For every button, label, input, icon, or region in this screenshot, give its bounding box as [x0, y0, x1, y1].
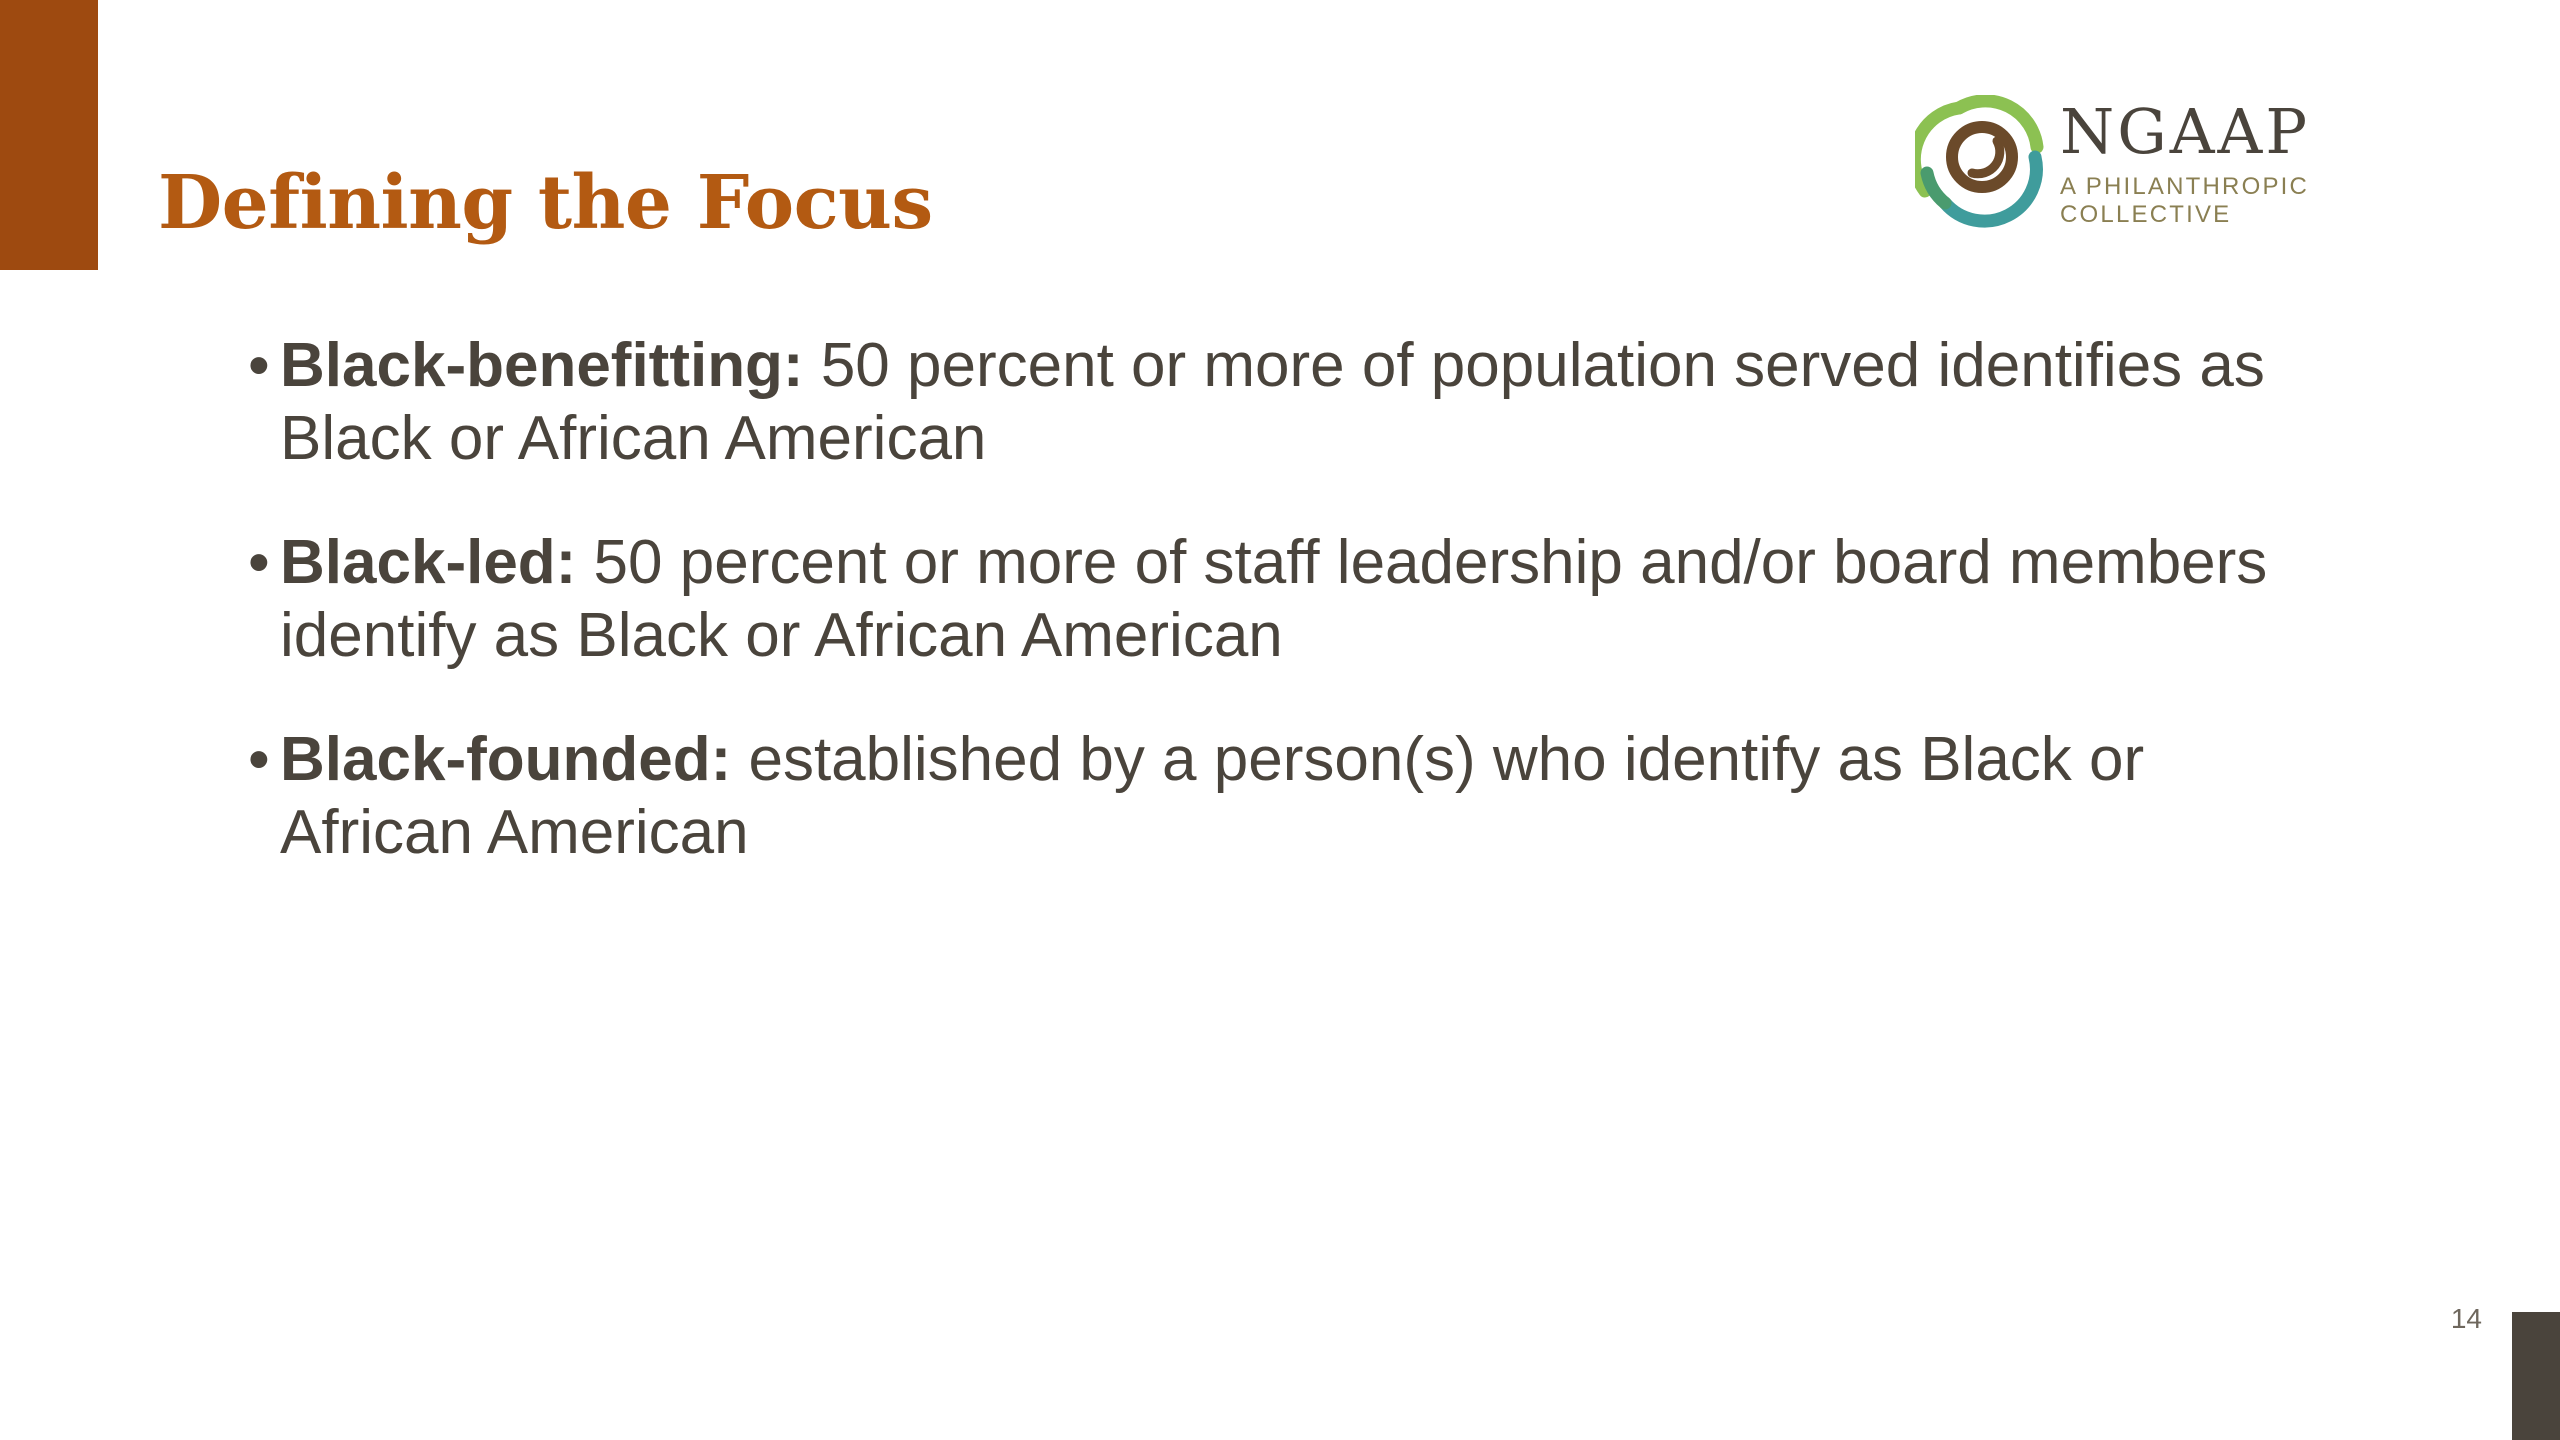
list-item-definition: 50 percent or more of population served identifies as Black or African American [280, 331, 2265, 473]
list-item-definition: 50 percent or more of staff leadership and/or board members identify as Black or African American [280, 528, 2268, 670]
bullet-dot-icon: • [248, 725, 270, 795]
logo-name: NGAAP [2060, 95, 2311, 168]
list-item-term: Black-led: [280, 528, 577, 598]
list-item [248, 724, 2318, 869]
bullet-dot-icon: • [248, 331, 270, 400]
ngaap-logo [1915, 95, 2415, 265]
list-item-text [280, 724, 2318, 869]
list-item [248, 527, 2318, 672]
list-item-text [280, 330, 2318, 475]
bullet-dot-icon: • [248, 528, 270, 598]
list-item [248, 330, 2318, 475]
page-number: 14 [2450, 1303, 2482, 1334]
list-item-definition: established by a person(s) who identify as Black or African American [280, 725, 2145, 867]
list-item-term: Black-benefitting: [280, 331, 804, 400]
ngaap-circles-logo-icon [1915, 95, 2050, 230]
list-item-text [280, 527, 2318, 672]
page-title: Defining the Focus [158, 160, 933, 246]
logo-tagline-line-2: COLLECTIVE [2060, 200, 2232, 228]
logo-wordmark [2060, 95, 2410, 228]
list-item-term: Black-founded: [280, 725, 732, 795]
decorative-accent-bar-top-left [0, 0, 98, 270]
logo-tagline-line-1: A PHILANTHROPIC [2060, 173, 2310, 200]
slide-body-list [248, 330, 2318, 869]
decorative-accent-bar-bottom-right [2512, 1312, 2560, 1440]
